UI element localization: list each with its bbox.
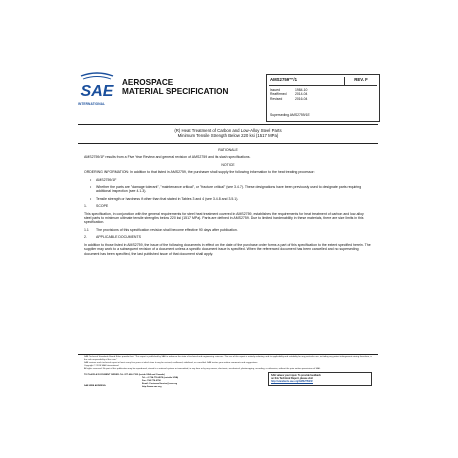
rationale-heading: RATIONALE	[218, 148, 238, 152]
scope-text: This specification, in conjunction with the general requirements for steel heat treatment covered in AMS2759, establishes the requirements for heat treatment of carbon and low-alloy steel parts to minimum ultimate tensile strengths below 220 ksi (1517 MPa). Parts are defined in AMS2759. Due to limited hardenability in these materials, there are size limits in this specification.	[84, 211, 364, 225]
sae-logo-mark-icon	[78, 72, 116, 102]
spec-type-title: AEROSPACE MATERIAL SPECIFICATION	[122, 78, 229, 96]
document-info-box	[266, 74, 380, 122]
scope-heading: 1. SCOPE	[84, 204, 109, 209]
feedback-box: SAE values your input. To provide feedback on this Technical Report, please visit http://standards.sae.org/AMS2759/1F	[268, 372, 372, 386]
rationale-text: AMS2759/1F results from a Five Year Review and general revision of AMS2759 and its slash specifications.	[84, 155, 251, 160]
notice-text: ORDERING INFORMATION: In addition to that listed in AMS2759, the purchaser shall supply the following information to the heat treating processor:	[84, 170, 315, 175]
revision-label: REV. F	[345, 77, 377, 86]
applicable-documents-heading: 2. APPLICABLE DOCUMENTS	[84, 235, 141, 240]
superseding-note: Superseding AMS2759/1E	[270, 113, 310, 117]
document-title: (R) Heat Treatment of Carbon and Low-Alloy Steel Parts Minimum Tensile Strength Below 220 ksi (1517 MPa)	[174, 128, 282, 139]
sae-logo	[78, 72, 116, 104]
list-item: • Whether the parts are "damage tolerant", "maintenance critical", or "fracture critical" (see 3.4.7). These designations have been previously used to designate parts requiring additional inspection (see 4.1.3).	[90, 185, 362, 194]
list-item: • AMS2759/1F	[90, 177, 117, 182]
footer-divider	[78, 354, 378, 355]
list-item: • Tensile strength or hardness if other than that stated in Tables 3 and 4 (see 3.4.8 and 3.5.1).	[90, 196, 239, 201]
sae-logo-subtext: INTERNATIONAL	[78, 102, 106, 106]
order-contact-info: TO PLACE A DOCUMENT ORDER: Tel: 877-606-7323 (inside USA and Canada) Tel: +1 724-776-4970 (outside USA) Fax: 724-776-0790 Email: CustomerService@sae.org http://www.sae.org	[84, 374, 179, 388]
notice-heading: NOTICE	[221, 162, 235, 167]
document-number: AMS2759™/1	[269, 77, 345, 86]
applicable-documents-text: In addition to those listed in AMS2759, the issue of the following documents in effect on the date of the purchase order forms a part of this specification to the extent specified herein. The supplier may work to a subsequent revision of a document unless a specific document issue is specified. When the referenced document has been cancelled and no superseding document has been specified, the last published issue of that document shall apply.	[84, 242, 371, 256]
legal-footer: SAE Technical Standards Board Rules provide that: "This report is published by SAE to advance the state of technical and engineering sciences. The use of this report is entirely voluntary, and its applicability and suitability for any particular use, including any patent infringement arising therefrom, is the sole responsibility of the user." SAE reviews each technical report at least every five years at which time it may be revised, reaffirmed, stabilized, or cancelled. SAE invites your written comments and suggestions. Copyright © 2016 SAE International All rights reserved. No part of this publication may be reproduced, stored in a retrieval system or transmitted, in any form or by any means, electronic, mechanical, photocopying, recording, or otherwise, without the prior written permission of SAE.	[84, 356, 372, 370]
document-body	[84, 148, 372, 259]
title-divider	[78, 143, 378, 144]
document-page	[78, 72, 378, 390]
feedback-link[interactable]: http://standards.sae.org/AMS2759/1F	[271, 380, 313, 383]
scope-1-1: 1.1 The provisions of this specification revision shall become effective 90 days after publication.	[84, 227, 238, 232]
sae-web-address: SAE WEB ADDRESS:	[84, 385, 107, 387]
document-dates: Issued 1984-10 Reaffirmed 2014-04 Revised 2016-04	[270, 88, 308, 101]
header-divider	[78, 124, 378, 125]
svg-text:SAE: SAE	[80, 83, 114, 100]
